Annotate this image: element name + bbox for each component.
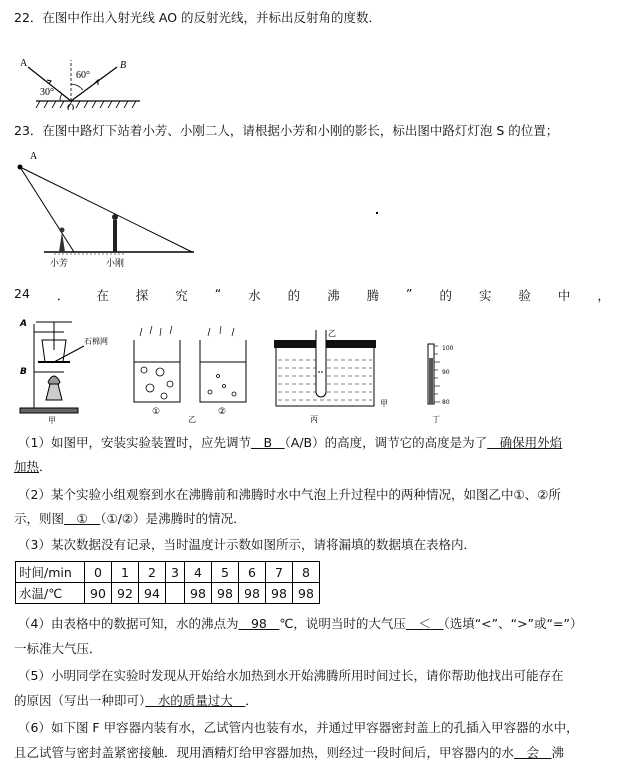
label-ding: 丁 — [432, 415, 440, 424]
label-jia2: 甲 — [380, 399, 388, 408]
q23-figure — [14, 148, 214, 273]
label-t80: 80 — [442, 399, 450, 406]
q24-p5-line2: 的原因（写出一种即可） 水的质量过大 ． — [14, 693, 258, 708]
q24-p2-line1: （2）某个实验小组观察到水在沸腾前和沸腾时水中气泡上升过程中的两种情况，如图乙中①、②所 — [18, 487, 561, 502]
label-zi: 乙 — [328, 329, 336, 338]
q24-p4-line2: 一标准大气压． — [14, 641, 102, 656]
label-c1: ① — [152, 407, 161, 417]
q24-p2-line2: 示，则图 ① （①/②）是沸腾时的情况． — [14, 511, 246, 526]
label-xiaofang: 小芳 — [50, 259, 69, 269]
label-bing: 丙 — [310, 415, 318, 424]
label-a: A — [30, 151, 38, 162]
q24-p6-line2: 且乙试管与密封盖紧密接触．现用酒精灯给甲容器加热，则经过一段时间后，甲容器内的水 会 沸 — [14, 745, 565, 760]
label-t90: 90 — [442, 369, 450, 376]
q23-text: 23．在图中路灯下站着小芳、小刚二人，请根据小芳和小刚的影长，标出图中路灯灯泡 S 的位置； — [14, 123, 559, 138]
label-c2: ② — [218, 407, 227, 417]
q22-figure — [14, 50, 154, 110]
label-yi: 乙 — [188, 415, 196, 424]
label-a: A — [20, 319, 27, 329]
label-net: 石棉网 — [84, 337, 108, 346]
label-b: B — [20, 367, 27, 377]
label-b: B — [120, 60, 127, 71]
q24-p6-line1: （6）如下图 F 甲容器内装有水，乙试管内也装有水，并通过甲容器密封盖上的孔插入甲容器的水中， — [18, 720, 579, 735]
label-o: O — [67, 103, 75, 110]
q24-p1-line2: 加热． — [14, 459, 52, 474]
q24-p5-line1: （5）小明同学在实验时发现从开始给水加热到水开始沸腾所用时间过长，请你帮助他找出可能存在 — [18, 668, 564, 683]
label-t100: 100 — [442, 345, 454, 352]
q24-figure — [14, 310, 484, 428]
q24-p4-line1: （4）由表格中的数据可知，水的沸点为 98 ℃，说明当时的大气压 ＜ （选填“<”、“>”或“=”） — [18, 616, 583, 631]
q24-p3: （3）某次数据没有记录，当时温度计示数如图所示，请将漏填的数据填在表格内． — [18, 537, 476, 552]
label-xiaogang: 小刚 — [106, 259, 125, 269]
label-a: A — [20, 58, 28, 69]
label-30: 30° — [40, 87, 54, 98]
q24-p1-line1: （1）如图甲，安装实验装置时，应先调节 B （A/B）的高度，调节它的高度是为了 确保用外焰 — [18, 435, 563, 450]
table-row: 时间/min 0 1 2 3 4 5 6 7 8 — [16, 562, 320, 583]
data-table — [15, 561, 320, 604]
label-60: 60° — [76, 70, 90, 81]
label-jia: 甲 — [48, 416, 56, 425]
table-row: 水温/℃ 90 92 94 98 98 98 98 98 — [16, 583, 320, 604]
q24-heading: 24 ． 在 探 究 “ 水 的 沸 腾 ” 的 实 验 中 ， — [14, 286, 610, 303]
q22-text: 22．在图中作出入射光线 AO 的反射光线，并标出反射角的度数． — [14, 10, 382, 25]
